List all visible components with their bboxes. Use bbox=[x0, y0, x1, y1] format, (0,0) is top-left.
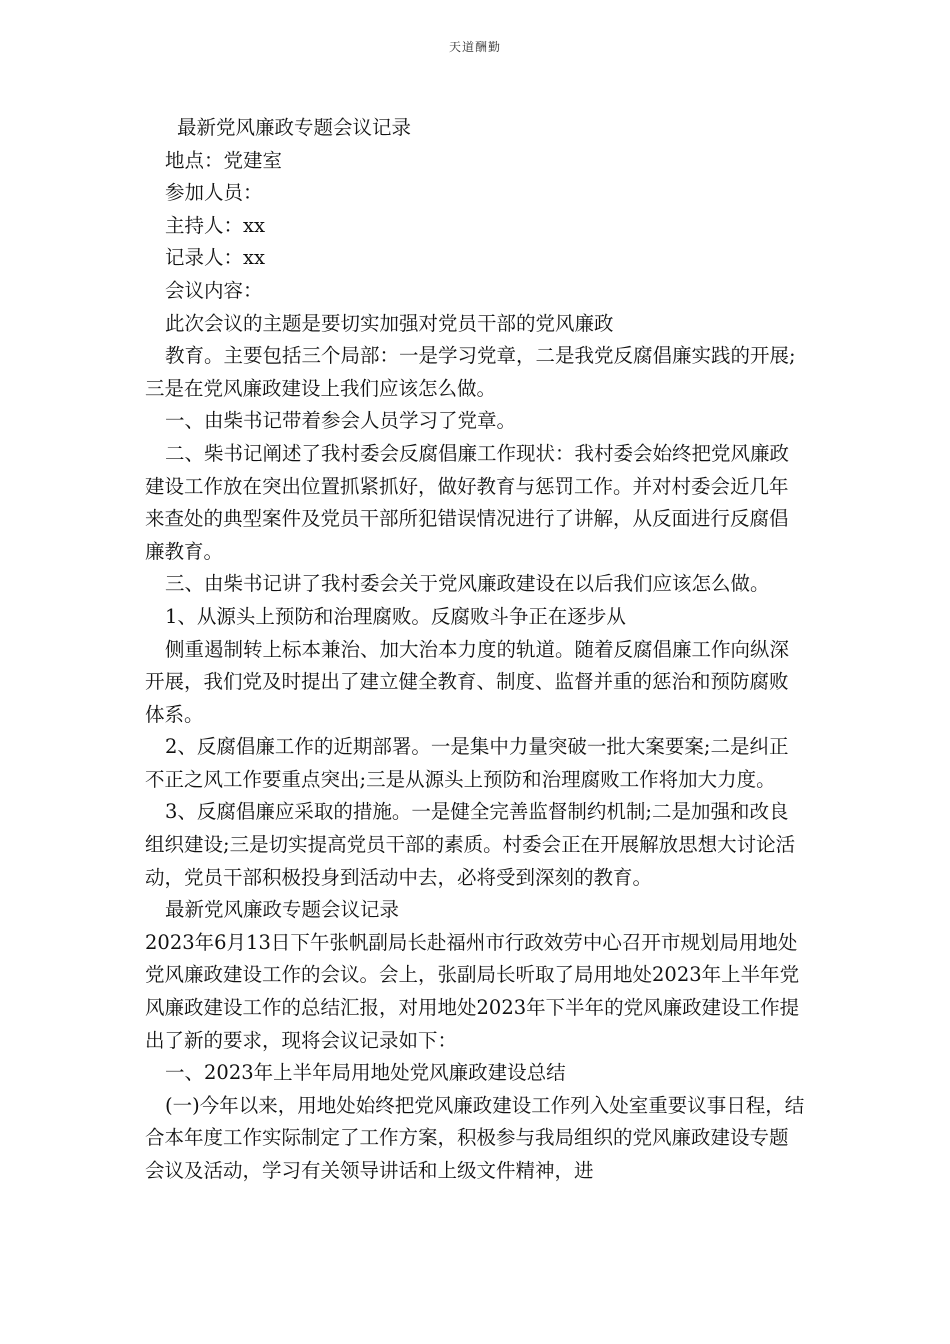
section-one-paragraph: (一)今年以来，用地处始终把党风廉政建设工作列入处室重要议事日程，结合本年度工作实际制定了工作方案，积极参与我局组织的党风廉政建设专题会议及活动，学习有关领导讲话和上级文件精神，进 bbox=[145, 1093, 805, 1182]
document-body bbox=[145, 112, 805, 1188]
section-one-heading: 一、2023年上半年局用地处党风廉政建设总结 bbox=[165, 1061, 566, 1085]
paragraph-meeting-intro: 2023年6月13日下午张帆副局长赴福州市行政效劳中心召开市规划局用地处党风廉政建设工作的会议。会上，张副局长听取了局用地处2023年上半年党风廉政建设工作的总结汇报，对用地处2023年下半年的党风廉政建设工作提出了新的要求，现将会议记录如下： bbox=[145, 930, 800, 1052]
sub-item-three: 3、反腐倡廉应采取的措施。一是健全完善监督制约机制;二是加强和改良组织建设;三是切实提高党员干部的素质。村委会正在开展解放思想大讨论活动，党员干部积极投身到活动中去，必将受到深刻的教育。 bbox=[145, 800, 796, 889]
meeting-recorder: 记录人：xx bbox=[165, 246, 265, 270]
paragraph-theme-rest: 教育。主要包括三个局部：一是学习党章，二是我党反腐倡廉实践的开展;三是在党风廉政建设上我们应该怎么做。 bbox=[145, 344, 796, 400]
meeting-attendees: 参加人员： bbox=[165, 181, 263, 205]
document-title: 最新党风廉政专题会议记录 bbox=[177, 116, 412, 139]
second-title: 最新党风廉政专题会议记录 bbox=[165, 898, 400, 922]
item-three: 三、由柴书记讲了我村委会关于党风廉政建设在以后我们应该怎么做。 bbox=[165, 572, 770, 596]
sub-item-one-rest: 侧重遏制转上标本兼治、加大治本力度的轨道。随着反腐倡廉工作向纵深开展，我们党及时提出了建立健全教育、制度、监督并重的惩治和预防腐败体系。 bbox=[145, 637, 790, 726]
item-one: 一、由柴书记带着参会人员学习了党章。 bbox=[165, 409, 517, 433]
meeting-location: 地点：党建室 bbox=[165, 148, 283, 172]
sub-item-two: 2、反腐倡廉工作的近期部署。一是集中力量突破一批大案要案;二是纠正不正之风工作要重点突出;三是从源头上预防和治理腐败工作将加大力度。 bbox=[145, 735, 789, 791]
meeting-host: 主持人：xx bbox=[165, 213, 265, 237]
sub-item-one-line1: 1、从源头上预防和治理腐败。反腐败斗争正在逐步从 bbox=[165, 604, 626, 628]
page-header: 天道酬勤 bbox=[448, 40, 501, 54]
paragraph-theme-line1: 此次会议的主题是要切实加强对党员干部的党风廉政 bbox=[165, 311, 614, 335]
item-two: 二、柴书记阐述了我村委会反腐倡廉工作现状：我村委会始终把党风廉政建设工作放在突出位置抓紧抓好，做好教育与惩罚工作。并对村委会近几年来查处的典型案件及党员干部所犯错误情况进行了讲解，从反面进行反腐倡廉教育。 bbox=[145, 441, 790, 563]
meeting-content-label: 会议内容： bbox=[165, 278, 263, 302]
